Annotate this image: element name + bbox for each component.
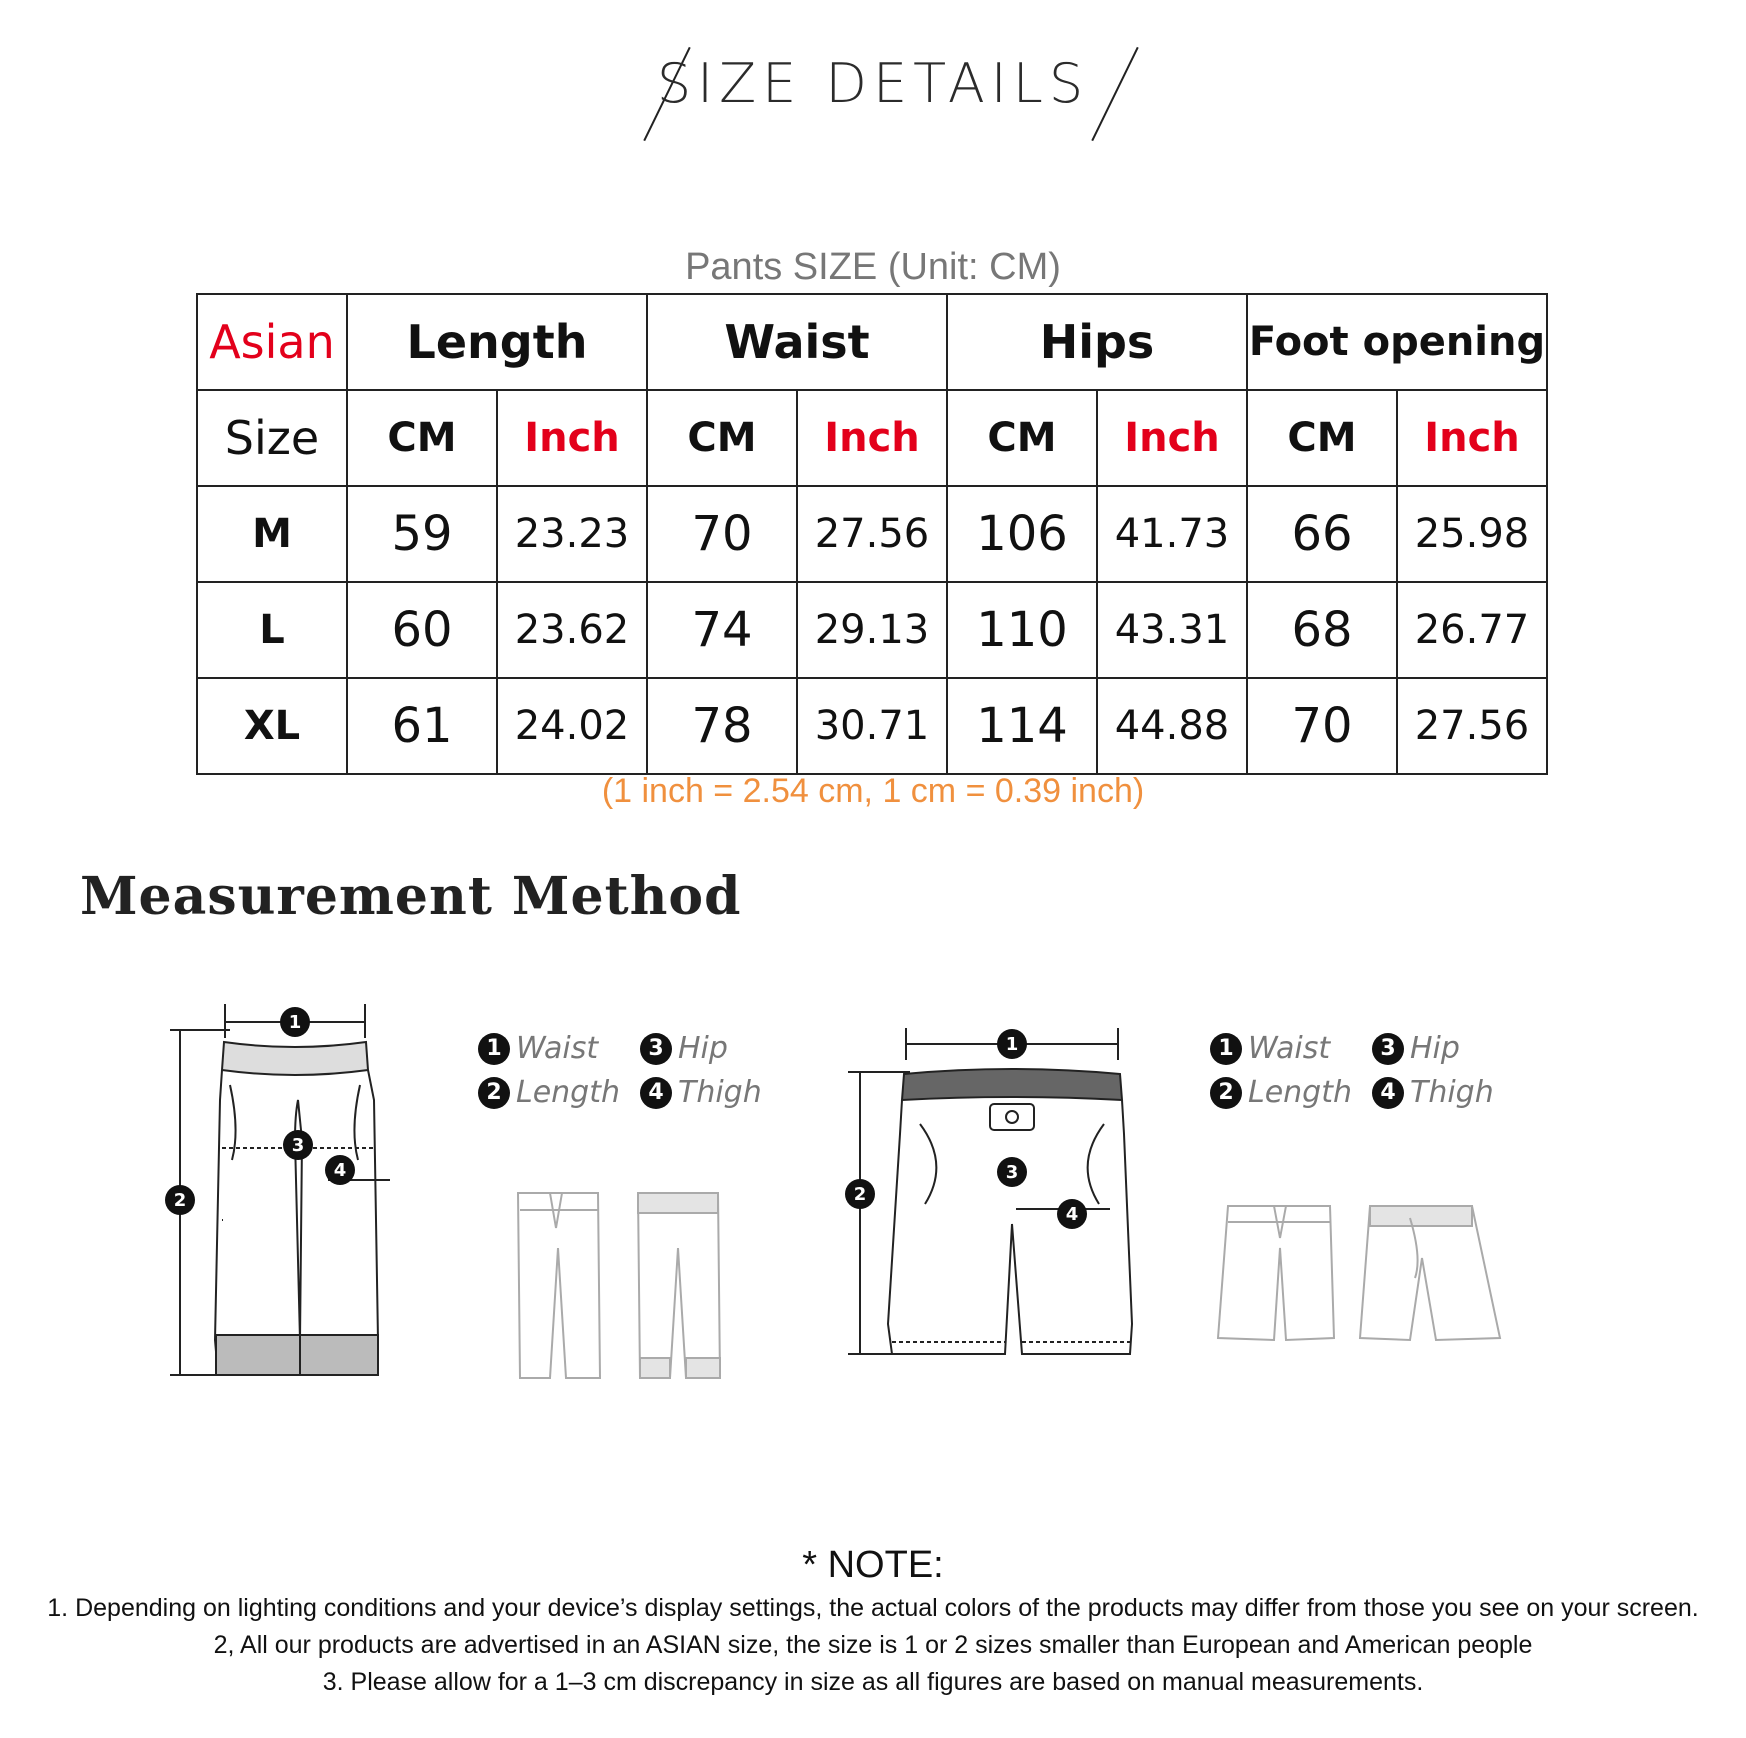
pants-thumbnails-icon [510,1188,730,1383]
value-cell: 74 [647,582,797,678]
value-cell: 43.31 [1097,582,1247,678]
corner-size-cell: Size [197,390,347,486]
table-header-row [197,294,1547,390]
column-foot-opening-header: Foot opening [1247,294,1547,390]
value-cell: 44.88 [1097,678,1247,774]
value-cell: 29.13 [797,582,947,678]
svg-text:2: 2 [853,1184,867,1205]
note-title: * NOTE: [802,1544,944,1586]
value-cell: 41.73 [1097,486,1247,582]
value-cell: 61 [347,678,497,774]
asian-label: Asian [209,315,335,369]
note-line-1: 1. Depending on lighting conditions and your device’s display settings, the actual colors of the products may differ from those you see on your screen. [47,1594,1699,1622]
value-cell: 27.56 [797,486,947,582]
size-cell: M [197,486,347,582]
table-row [197,486,1547,582]
measurement-method-title: Measurement Method [80,866,742,927]
table-row [197,678,1547,774]
value-cell: 26.77 [1397,582,1547,678]
size-cell: L [197,582,347,678]
unit-cm-cell: CM [947,390,1097,486]
value-cell: 30.71 [797,678,947,774]
unit-cm-cell: CM [347,390,497,486]
unit-inch-cell: Inch [497,390,647,486]
svg-text:3: 3 [1005,1162,1019,1183]
unit-cm-cell: CM [647,390,797,486]
value-cell: 60 [347,582,497,678]
legend-item-thigh: 4 Thigh [1372,1074,1494,1110]
svg-text:1: 1 [288,1012,302,1033]
value-cell: 66 [1247,486,1397,582]
table-caption: Pants SIZE (Unit: CM) [685,246,1061,288]
value-cell: 68 [1247,582,1397,678]
value-cell: 23.62 [497,582,647,678]
legend-item-waist: 1 Waist [1210,1030,1330,1066]
legend-item-hip: 3 Hip [640,1030,728,1066]
svg-text:4: 4 [333,1160,347,1181]
column-hips-header: Hips [947,294,1247,390]
page-title: SIZE DETAILS [656,52,1090,115]
unit-cm-cell: CM [1247,390,1397,486]
legend-item-length: 2 Length [1210,1074,1352,1110]
value-cell: 27.56 [1397,678,1547,774]
svg-text:3: 3 [291,1135,305,1156]
legend-item-thigh: 4 Thigh [640,1074,762,1110]
value-cell: 78 [647,678,797,774]
table-unit-row [197,390,1547,486]
size-table [196,293,1548,775]
shorts-diagram-icon [840,1024,1150,1364]
legend-item-length: 2 Length [478,1074,620,1110]
value-cell: 23.23 [497,486,647,582]
column-length-header: Length [347,294,647,390]
shorts-thumbnails-icon [1210,1198,1510,1353]
unit-inch-cell: Inch [1397,390,1547,486]
svg-text:4: 4 [1065,1204,1079,1225]
table-row [197,582,1547,678]
value-cell: 24.02 [497,678,647,774]
value-cell: 70 [1247,678,1397,774]
value-cell: 59 [347,486,497,582]
svg-text:1: 1 [1005,1034,1019,1055]
size-cell: XL [197,678,347,774]
unit-inch-cell: Inch [1097,390,1247,486]
pants-diagram-icon [160,990,390,1390]
note-line-3: 3. Please allow for a 1–3 cm discrepancy in size as all figures are based on manual measurements. [322,1668,1424,1696]
svg-text:2: 2 [173,1190,187,1211]
value-cell: 110 [947,582,1097,678]
note-line-2: 2, All our products are advertised in an ASIAN size, the size is 1 or 2 sizes smaller than European and American people [213,1631,1533,1659]
value-cell: 25.98 [1397,486,1547,582]
corner-asian-cell [197,294,347,390]
value-cell: 114 [947,678,1097,774]
unit-inch-cell: Inch [797,390,947,486]
value-cell: 70 [647,486,797,582]
column-waist-header: Waist [647,294,947,390]
value-cell: 106 [947,486,1097,582]
conversion-note: (1 inch = 2.54 cm, 1 cm = 0.39 inch) [601,772,1145,810]
legend-item-hip: 3 Hip [1372,1030,1460,1066]
legend-item-waist: 1 Waist [478,1030,598,1066]
